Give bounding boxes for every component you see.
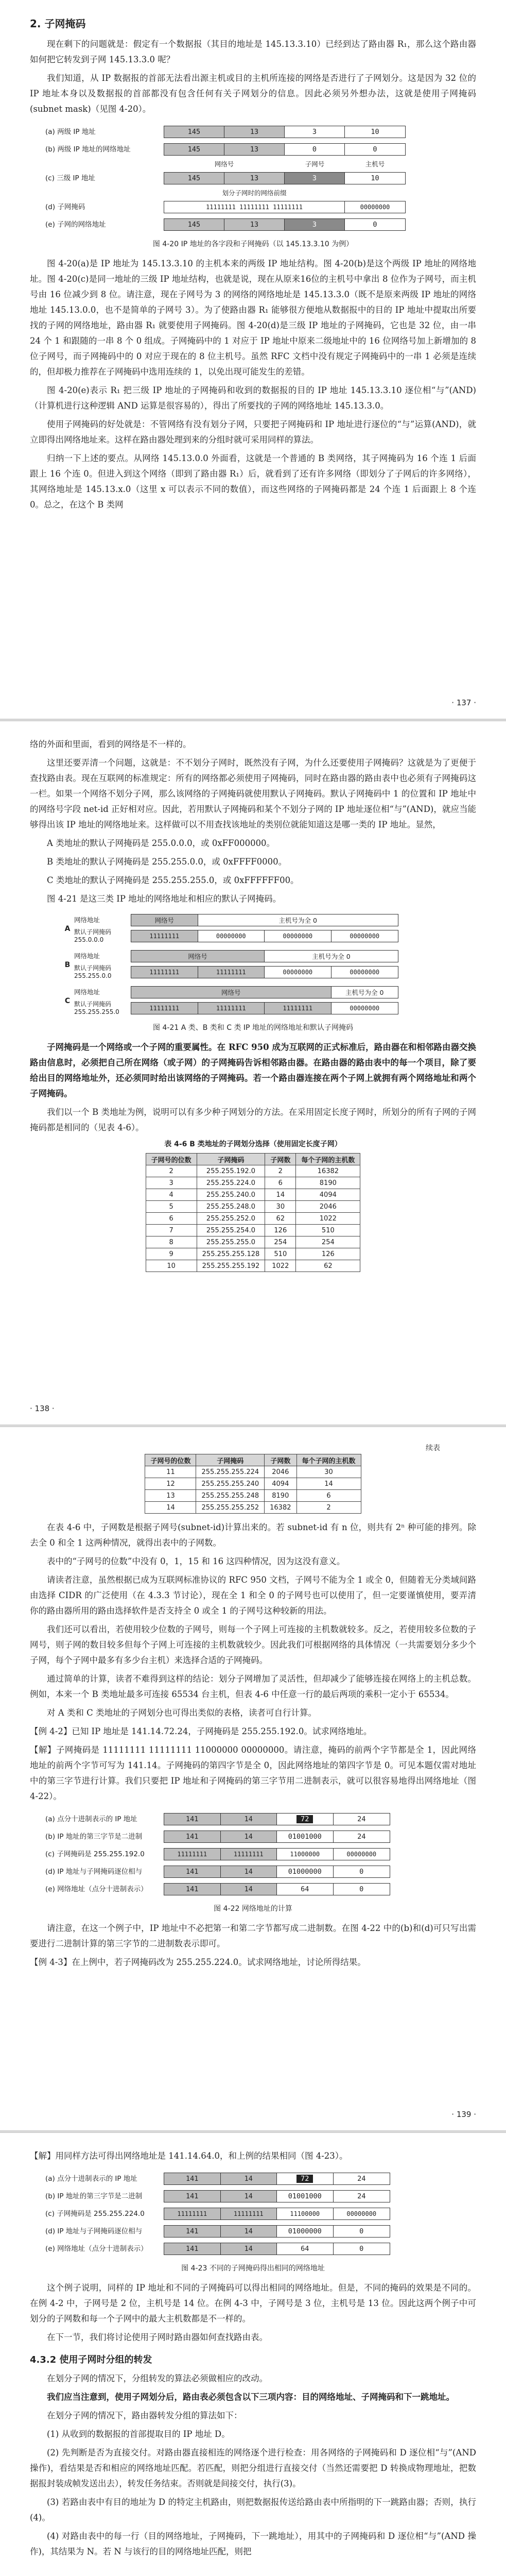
- octet: 141: [164, 1814, 221, 1825]
- mask-byte: 11111111: [221, 1849, 277, 1860]
- paragraph: 图 4-20(a)是 IP 地址为 145.13.3.10 的主机本来的两级 IP 地址结构。图 4-20(b)是这个两级 IP 地址的网络地址。图 4-20(c)是同一地址的三级 IP 地址结构，也就是说，现在从原来16位的主机号中拿出 8 位作为子网号，而主机号由 16 位减少到 8 位。请注意，现在子网号为 3 的网络的网络地址是 145.13.3.0（既不是原来两级 IP 地址的网络地址 145.13.0.0，也不是简单的子网号 3）。为了使路由器 R₁ 能够很方便地从数据报中的目的 IP 地址中提取出所要找的子网的网络地址，路由器 R₁ 就要使用子网掩码。图 4-20(d)是三级 IP 地址的子网掩码，它也是 32 位，由一串 24 个 1 和跟随的一串 8 个 0 组成。子网掩码中的 1 对应于 IP 地址中原来二级地址中的 16 位网络号加上新增加的 8 位子网号，而子网掩码中的 0 对应于现在的 8 位主机号。虽然 RFC 文档中没有规定子网掩码中的一串 1 必须是连续的，但却极力推荐在子网掩码中选用连续的 1，以免出现可能发生的差错。: [30, 259, 476, 377]
- table-cell: 255.255.192.0: [197, 1165, 265, 1177]
- row-label: (e) 网络地址（点分十进制表示）: [45, 2245, 148, 2253]
- network-address-box: [164, 1883, 390, 1895]
- example-solution: 【解】用同样方法可得出网络地址是 141.14.64.0，和上例的结果相同（图 4-23）。: [30, 2151, 348, 2161]
- octet: 3: [285, 126, 345, 138]
- octet: 13: [224, 173, 285, 184]
- table-cell: 30: [296, 1466, 361, 1478]
- table-cell: 8190: [296, 1177, 360, 1189]
- network-address-box: [131, 950, 398, 962]
- book-page-139: [0, 1427, 506, 2130]
- paragraph: 这里还要弄清一个问题，这就是：不不划分子网时，既然没有子网，为什么还要使用子网掩码？这就是为了更便于查找路由表。现在互联网的标准规定：所有的网络都必须使用子网掩码，同时在路由器的路由表中也必须有子网掩码这一栏。如果一个网络不划分子网，那么该网络的子网掩码就使用默认子网掩码。默认子网掩码中 1 的位置和 IP 地址中的网络号字段 net-id 正好相对应。因此，若用默认子网掩码和某个不划分子网的 IP 地址逐位相“与”(AND)，就应当能够得出该 IP 地址的网络地址来。这样做可以不用查找该地址的类别位就能知道这是哪一类的 IP 地址。显然，: [30, 758, 476, 829]
- row-label: (b) 两级 IP 地址的网络地址: [45, 145, 131, 154]
- ip-address-box: [164, 172, 406, 184]
- table-cell: 255.255.248.0: [197, 1201, 265, 1213]
- mask-byte: 00000000: [265, 930, 331, 942]
- table-cell: 2: [296, 1502, 361, 1514]
- net-field: 网络号: [131, 914, 198, 926]
- octet: 145: [164, 173, 224, 184]
- octet-3-cell: [277, 2173, 334, 2184]
- mask-byte: 00000000: [198, 930, 265, 942]
- table-cell: 5: [146, 1201, 197, 1213]
- mask-byte: 00000000: [346, 2210, 377, 2217]
- paragraph: 我们应当注意到，使用子网划分后，路由表必须包含以下三项内容：目的网络地址、子网掩码和下一跳地址。: [47, 2392, 455, 2402]
- octet: 14: [221, 2243, 277, 2255]
- net-field: 网络号: [131, 951, 265, 962]
- table-cell: 2: [265, 1165, 296, 1177]
- mask-byte: 11000000: [277, 1849, 334, 1860]
- octet: 141: [164, 1831, 221, 1842]
- row-label: 网络地址: [74, 952, 100, 960]
- paragraph: 请注意，在这一个例子中，IP 地址中不必把第一和第二字节都写成二进制数。在图 4-22 中的(b)和(d)可只写出需要进行二进制计算的第三字节的二进制数表示即可。: [30, 1923, 476, 1948]
- octet: 0: [359, 1868, 364, 1876]
- row-label: (a) 两级 IP 地址: [45, 128, 96, 136]
- octet: 64: [277, 2243, 334, 2255]
- table-cell: 3: [146, 1177, 197, 1189]
- octet: 24: [357, 1833, 366, 1841]
- octet-highlight: 72: [296, 2175, 313, 2183]
- octet: 14: [221, 2226, 277, 2237]
- octet: 13: [224, 126, 285, 138]
- table-header-cell: 子网数: [265, 1454, 296, 1466]
- and-result-box: [164, 2225, 390, 2238]
- mask-byte: 11111111: [164, 2208, 221, 2219]
- octet: 0: [373, 145, 377, 154]
- table-cell: 254: [296, 1236, 360, 1248]
- table-cell: 62: [296, 1260, 360, 1272]
- paragraph: 请读者注意，虽然根据已成为互联网标准协议的 RFC 950 文档，子网号不能为全 1 或全 0，但随着无分类域间路由选择 CIDR 的广泛使用（在 4.3.3 节讨论），现在全 1 和全 0 的子网号也可以使用了，但一定要谨慎使用，要弄清你的路由器所用的路由选择软件是否支持全 0 或全 1 的子网号这种较新的用法。: [30, 1575, 476, 1616]
- row-label: 网络地址: [74, 988, 100, 996]
- table-header-row: [145, 1454, 361, 1466]
- table-cell: 14: [265, 1189, 296, 1201]
- table-cell: 255.255.255.224: [196, 1466, 265, 1478]
- table-cell: 14: [145, 1502, 196, 1514]
- table-header-cell: 每个子网的主机数: [296, 1454, 361, 1466]
- paragraph: 在划分子网的情况下，分组转发的算法必须做相应的改动。: [47, 2374, 268, 2383]
- step: (1) 从收到的数据报的首部提取目的 IP 地址 D。: [47, 2429, 230, 2439]
- mask-byte: 11111111: [221, 2208, 277, 2219]
- paragraph: 络的外面和里面，看到的网络是不一样的。: [30, 739, 191, 749]
- octet: 141: [164, 2191, 221, 2202]
- paragraph: 子网掩码是一个网络或一个子网的重要属性。在 RFC 950 成为互联网的正式标准后，路由器在和相邻路由器交换路由信息时，必须把自己所在网络（或子网）的子网掩码告诉相邻路由器。在路由器的路由表中的每一个项目，除了要给出目的网络地址外，还必须同时给出该网络的子网掩码。若一个路由器连接在两个子网上就拥有两个网络地址和两个子网掩码。: [30, 1042, 476, 1098]
- octet: 3: [285, 173, 345, 184]
- row-label: [74, 928, 131, 944]
- table-cell: 255.255.224.0: [197, 1177, 265, 1189]
- table-row: [146, 1177, 360, 1189]
- ip-address-box: [164, 218, 406, 231]
- octet: 14: [221, 2191, 277, 2202]
- paragraph: 表中的“子网号的位数”中没有 0，1，15 和 16 这四种情况，因为这没有意义。: [47, 1556, 345, 1566]
- table-header-cell: 子网掩码: [196, 1454, 265, 1466]
- label-text: 默认子网掩码: [74, 964, 112, 972]
- table-cell: 6: [265, 1177, 296, 1189]
- class-label: B: [64, 961, 71, 969]
- table-cell: 8190: [265, 1490, 296, 1502]
- octet-binary: 01000000: [277, 2226, 334, 2237]
- table-row: [146, 1201, 360, 1213]
- table-continued-label: 续表: [426, 1444, 440, 1452]
- list-line: B 类地址的默认子网掩码是 255.255.0.0，或 0xFFFF0000。: [47, 857, 287, 867]
- figure-4-21: [61, 913, 421, 1017]
- octet: 13: [224, 144, 285, 155]
- table-row: [146, 1260, 360, 1272]
- table-row: [146, 1165, 360, 1177]
- subnet-table: [146, 1153, 361, 1272]
- field-label: 网络号: [214, 160, 234, 168]
- octet: 14: [221, 1884, 277, 1895]
- table-header-cell: 每个子网的主机数: [296, 1154, 360, 1165]
- field-label: 划分子网时的网络前缀: [222, 189, 287, 197]
- table-row: [145, 1466, 361, 1478]
- row-label: (c) 子网掩码是 255.255.192.0: [45, 1850, 145, 1858]
- row-label: (a) 点分十进制表示的 IP 地址: [45, 1815, 137, 1823]
- figure-4-23: [45, 2170, 437, 2258]
- row-label: (d) 子网掩码: [45, 203, 85, 211]
- mask-byte: 11111111: [265, 1003, 331, 1014]
- row-label: (c) 子网掩码是 255.255.224.0: [45, 2210, 145, 2218]
- default-mask-box: [131, 966, 398, 978]
- mask-byte: 11111111: [131, 967, 198, 978]
- table-cell: 13: [145, 1490, 196, 1502]
- octet: 24: [357, 2192, 366, 2200]
- octet: 141: [164, 2243, 221, 2255]
- paragraph: 图 4-20(e)表示 R₁ 把三级 IP 地址的子网掩码和收到的数据报的目的 IP 地址 145.13.3.10 逐位相“与”(AND)（计算机进行这种逻辑 AND 运算是很容易的），得出了所要找的子网的网络地址 145.13.3.0。: [30, 385, 476, 411]
- network-address-box: [131, 914, 398, 926]
- octet-binary: 01001000: [277, 1831, 334, 1842]
- page-number: · 137 ·: [451, 698, 476, 707]
- octet: 14: [221, 1831, 277, 1842]
- table-cell: 255.255.255.128: [197, 1248, 265, 1260]
- ip-address-box: [164, 1831, 390, 1843]
- mask-byte: 11111111: [164, 1849, 221, 1860]
- label-text: 255.255.0.0: [74, 972, 112, 979]
- paragraph: 我们以一个 B 类地址为例，说明可以有多少种子网划分的方法。在采用固定长度子网时，所划分的所有子网的子网掩码都是相同的（见表 4-6）。: [30, 1107, 476, 1132]
- octet: 0: [285, 144, 345, 155]
- table-header-cell: 子网号的位数: [146, 1154, 197, 1165]
- table-cell: 255.255.255.248: [196, 1490, 265, 1502]
- row-label: [74, 964, 131, 980]
- row-label: [74, 1001, 131, 1016]
- ip-address-box: [164, 1813, 390, 1825]
- step: (4) 对路由表中的每一行（目的网络地址，子网掩码，下一跳地址），用其中的子网掩码和 D 逐位相“与”(AND 操作)，其结果为 N。若 N 与该行的目的网络地址匹配，则把: [30, 2531, 476, 2556]
- octet-binary: 01000000: [277, 1866, 334, 1877]
- class-label: C: [64, 997, 71, 1005]
- octet: 145: [164, 126, 224, 138]
- host-field: 主机号为全 0: [312, 953, 351, 960]
- figure-4-20: [45, 123, 437, 233]
- network-address-box: [131, 986, 398, 998]
- label-text: 255.255.255.0: [74, 1008, 119, 1015]
- mask-byte: 00000000: [350, 1005, 380, 1012]
- table-row: [145, 1490, 361, 1502]
- table-cell: 255.255.252.0: [197, 1213, 265, 1225]
- octet: 0: [359, 1885, 364, 1893]
- octet-binary: 01001000: [277, 2191, 334, 2202]
- row-label: 网络地址: [74, 916, 100, 924]
- row-label: (a) 点分十进制表示的 IP 地址: [45, 2175, 137, 2183]
- octet: 14: [221, 2173, 277, 2184]
- table-cell: 510: [296, 1225, 360, 1236]
- field-label: 子网号: [305, 160, 325, 168]
- figure-caption: 图 4-23 不同的子网掩码得出相同的网络地址: [181, 2264, 325, 2273]
- field-label: 主机号: [365, 160, 385, 168]
- paragraph: 在表 4-6 中，子网数是根据子网号(subnet-id)计算出来的。若 subnet-id 有 n 位，则共有 2ⁿ 种可能的排列。除去全 0 和全 1 这两种情况，就得出表中的子网数。: [30, 1522, 476, 1548]
- page-number: · 138 ·: [30, 1404, 55, 1413]
- octet: 0: [373, 221, 377, 229]
- octet: 3: [285, 219, 345, 230]
- octet: 141: [164, 2173, 221, 2184]
- table-cell: 16382: [296, 1165, 360, 1177]
- octet: 24: [357, 1815, 366, 1823]
- table-cell: 254: [265, 1236, 296, 1248]
- and-result-box: [164, 1866, 390, 1878]
- step: (3) 若路由表中有目的地址为 D 的特定主机路由，则把数据报传送给路由表中所指明的下一跳路由器；否则，执行(4)。: [30, 2497, 476, 2522]
- octet: 24: [357, 2175, 366, 2183]
- octet: 141: [164, 1884, 221, 1895]
- table-cell: 126: [296, 1248, 360, 1260]
- octet: 64: [277, 1884, 334, 1895]
- list-line: A 类地址的默认子网掩码是 255.0.0.0，或 0xFF000000。: [47, 838, 275, 848]
- host-field: 主机号为全 0: [345, 989, 384, 996]
- octet: 10: [371, 174, 379, 182]
- octet: 141: [164, 2226, 221, 2237]
- table-cell: 30: [265, 1201, 296, 1213]
- row-label: (e) 网络地址（点分十进制表示）: [45, 1885, 148, 1893]
- example-title: 【例 4-2】已知 IP 地址是 141.14.72.24，子网掩码是 255.255.192.0。试求网络地址。: [30, 1726, 372, 1736]
- table-row: [145, 1478, 361, 1490]
- octet: 10: [371, 128, 379, 136]
- mask-byte: 11111111: [198, 1003, 265, 1014]
- paragraph: 对 A 类和 C 类地址的子网划分也可得出类似的表格，读者可自行计算。: [47, 1708, 317, 1718]
- table-cell: 1022: [265, 1260, 296, 1272]
- paragraph: 在下一节，我们将讨论使用子网时路由器如何查找路由表。: [47, 2332, 268, 2342]
- octet-3-cell: [277, 1814, 334, 1825]
- table-cell: 4: [146, 1189, 197, 1201]
- figure-4-22: [45, 1810, 437, 1898]
- table-cell: 4094: [265, 1478, 296, 1490]
- table-cell: 255.255.255.240: [196, 1478, 265, 1490]
- octet: 141: [164, 1866, 221, 1877]
- mask-byte: 00000000: [346, 1851, 377, 1858]
- example-title: 【例 4-3】在上例中，若子网掩码改为 255.255.224.0。试求网络地址，讨论所得结果。: [30, 1957, 366, 1967]
- table-cell: 11: [145, 1466, 196, 1478]
- octet: 145: [164, 219, 224, 230]
- default-mask-box: [131, 1002, 398, 1014]
- table-cell: 62: [265, 1213, 296, 1225]
- table-header-cell: 子网号的位数: [145, 1454, 196, 1466]
- subnet-mask-box: [164, 2208, 390, 2220]
- paragraph: 现在剩下的问题就是：假定有一个数据报（其目的地址是 145.13.3.10）已经到达了路由器 R₁，那么这个路由器如何把它转发到子网 145.13.3.0 呢？: [30, 39, 476, 64]
- row-label: (b) IP 地址的第三字节是二进制: [45, 1833, 143, 1841]
- paragraph: 归纳一下上述的要点。从网络 145.13.0.0 外面看，这就是一个普通的 B 类网络，其子网掩码为 16 个连 1 后面跟上 16 个连 0。但进入到这个网络（即到了路由器 R₁）后，就看到了还有许多网络（即划分了子网后的许多网络），其网络地址是 145.13.x.0（这里 x 可以表示不同的数值），而这些网络的子网掩码都是 24 个连 1 后面跟上 8 个连 0。总之，在这个 B 类网: [30, 453, 476, 510]
- table-cell: 126: [265, 1225, 296, 1236]
- row-label: (e) 子网的网络地址: [45, 221, 106, 229]
- table-header-row: [146, 1154, 360, 1165]
- octet: 14: [221, 1866, 277, 1877]
- paragraph: 在划分子网的情况下，路由器转发分组的算法如下：: [47, 2411, 242, 2420]
- list-line: 图 4-21 是这三类 IP 地址的网络地址和相应的默认子网掩码。: [47, 894, 282, 904]
- figure-caption: 图 4-20 IP 地址的各字段和子网掩码（以 145.13.3.10 为例）: [152, 240, 354, 248]
- table-cell: 255.255.240.0: [197, 1189, 265, 1201]
- table-row: [146, 1225, 360, 1236]
- paragraph: 使用子网掩码的好处就是：不管网络有没有划分子网，只要把子网掩码和 IP 地址进行逐位的“与”运算(AND)，就立即得出网络地址来。这样在路由器处理到来的分组时就可采用同样的算法。: [30, 419, 476, 445]
- table-cell: 510: [265, 1248, 296, 1260]
- paragraph: 这个例子说明，同样的 IP 地址和不同的子网掩码可以得出相同的网络地址。但是，不同的掩码的效果是不同的。在例 4-2 中，子网号是 2 位，主机号是 14 位。在例 4-3 中，子网号是 3 位，主机号是 13 位。因此这两个例子中可划分的子网数和每一个子网中的最大主机数都是不一样的。: [30, 2283, 476, 2324]
- paragraph: 通过简单的计算，读者不难得到这样的结论：划分子网增加了灵活性，但却减少了能够连接在网络上的主机总数。例如，本来一个 B 类地址最多可连接 65534 台主机，但表 4-6 中任意一行的最后两项的乘积一定小于 65534。: [30, 1674, 476, 1699]
- step: (2) 先判断是否为直接交付。对路由器直接相连的网络逐个进行检查：用各网络的子网掩码和 D 逐位相“与”(AND 操作)，看结果是否和相应的网络地址匹配。若匹配，则把分组进行直接交付（当然还需要把 D 转换成物理地址，把数据报封装成帧发送出去），转发任务结束。否则就是间接交付，执行(3)。: [30, 2448, 476, 2488]
- page-number: · 139 ·: [451, 2110, 476, 2119]
- list-line: C 类地址的默认子网掩码是 255.255.255.0，或 0xFFFFFF00。: [47, 875, 299, 885]
- net-field: 网络号: [131, 987, 331, 998]
- row-label: (c) 三级 IP 地址: [45, 174, 95, 182]
- paragraph: 我们还可以看出，若使用较少位数的子网号，则每一个子网上可连接的主机数就较多。反之，若使用较多位数的子网号，则子网的数目较多但每个子网上可连接的主机数就较少。因此我们可根据网络的具体情况（一共需要划分多少个子网，每个子网中最多有多少台主机）来选择合适的子网掩码。: [30, 1624, 476, 1665]
- mask-zeros: 00000000: [360, 204, 390, 211]
- class-label: A: [64, 925, 71, 933]
- table-cell: 12: [145, 1478, 196, 1490]
- book-page-140: [0, 2133, 506, 2576]
- table-cell: 7: [146, 1225, 197, 1236]
- figure-caption: 图 4-21 A 类、B 类和 C 类 IP 地址的网络地址和默认子网掩码: [153, 1024, 353, 1032]
- table-cell: 10: [146, 1260, 197, 1272]
- section-heading: 4.3.2 使用子网时分组的转发: [30, 2354, 152, 2365]
- label-text: 255.0.0.0: [74, 936, 104, 943]
- table-cell: 2046: [296, 1201, 360, 1213]
- host-field: 主机号为全 0: [278, 917, 317, 924]
- table-cell: 6: [146, 1213, 197, 1225]
- table-cell: 16382: [265, 1502, 296, 1514]
- ip-address-box: [164, 143, 406, 156]
- table-cell: 14: [296, 1478, 361, 1490]
- mask-byte: 00000000: [265, 967, 331, 978]
- table-row: [146, 1236, 360, 1248]
- table-cell: 2: [146, 1165, 197, 1177]
- label-text: 默认子网掩码: [74, 1001, 112, 1008]
- book-page-138: [0, 721, 506, 1425]
- table-row: [146, 1248, 360, 1260]
- table-row: [145, 1502, 361, 1514]
- table-cell: 255.255.254.0: [197, 1225, 265, 1236]
- ip-address-box: [164, 126, 406, 138]
- label-text: 默认子网掩码: [74, 928, 112, 936]
- subnet-table-continued: [145, 1454, 361, 1514]
- paragraph: 我们知道，从 IP 数据报的首部无法看出源主机或目的主机所连接的网络是否进行了子网划分。这是因为 32 位的 IP 地址本身以及数据报的首部都没有包含任何有关子网划分的信息。因此必须另外想办法，这就是使用子网掩码(subnet mask)（见图 4-20）。: [30, 73, 476, 114]
- section-heading: 2. 子网掩码: [30, 18, 86, 30]
- network-address-box: [164, 2243, 390, 2255]
- default-mask-box: [131, 930, 398, 942]
- octet-highlight: 72: [296, 1815, 313, 1823]
- table-cell: 4094: [296, 1189, 360, 1201]
- table-cell: 2046: [265, 1466, 296, 1478]
- table-cell: 255.255.255.0: [197, 1236, 265, 1248]
- octet: 14: [221, 1814, 277, 1825]
- example-solution: 【解】子网掩码是 11111111 11111111 11000000 00000000。请注意，掩码的前两个字节都是全 1，因此网络地址的前两个字节可写为 141.14。子网掩码的第四字节是全 0，因此网络地址的第四字节是 0。可见本题仅需对地址中的第三字节进行计算。我们只要把 IP 地址和子网掩码的第三字节用二进制表示，就可以很容易地得出网络地址（图 4-22）。: [30, 1745, 476, 1801]
- table-cell: 1022: [296, 1213, 360, 1225]
- table-cell: 8: [146, 1236, 197, 1248]
- ip-address-box: [164, 2190, 390, 2202]
- figure-caption: 图 4-22 网络地址的计算: [214, 1905, 292, 1913]
- row-label: (b) IP 地址的第三字节是二进制: [45, 2192, 143, 2200]
- octet: 13: [224, 219, 285, 230]
- table-cell: 255.255.255.192: [197, 1260, 265, 1272]
- mask-byte: 00000000: [350, 933, 380, 940]
- subnet-mask-box: [164, 1848, 390, 1860]
- table-cell: 6: [296, 1490, 361, 1502]
- octet: 145: [164, 144, 224, 155]
- row-label: (d) IP 地址与子网掩码逐位相与: [45, 2227, 143, 2235]
- table-title: 表 4-6 B 类地址的子网划分选择（使用固定长度子网）: [164, 1140, 342, 1148]
- table-row: [146, 1189, 360, 1201]
- mask-byte: 11111111: [131, 930, 198, 942]
- subnet-mask-box: [164, 201, 406, 213]
- book-page-137: [0, 0, 506, 719]
- mask-byte: 11111111: [198, 967, 265, 978]
- table-header-cell: 子网数: [265, 1154, 296, 1165]
- mask-ones: 11111111 11111111 11111111: [164, 201, 345, 213]
- octet: 0: [359, 2245, 364, 2253]
- mask-byte: 00000000: [350, 969, 380, 976]
- table-cell: 255.255.255.252: [196, 1502, 265, 1514]
- row-label: (d) IP 地址与子网掩码逐位相与: [45, 1868, 143, 1876]
- mask-byte: 11100000: [277, 2208, 334, 2219]
- table-cell: 9: [146, 1248, 197, 1260]
- table-row: [146, 1213, 360, 1225]
- table-header-cell: 子网掩码: [197, 1154, 265, 1165]
- mask-byte: 11111111: [131, 1003, 198, 1014]
- ip-address-box: [164, 2173, 390, 2185]
- octet: 0: [359, 2227, 364, 2235]
